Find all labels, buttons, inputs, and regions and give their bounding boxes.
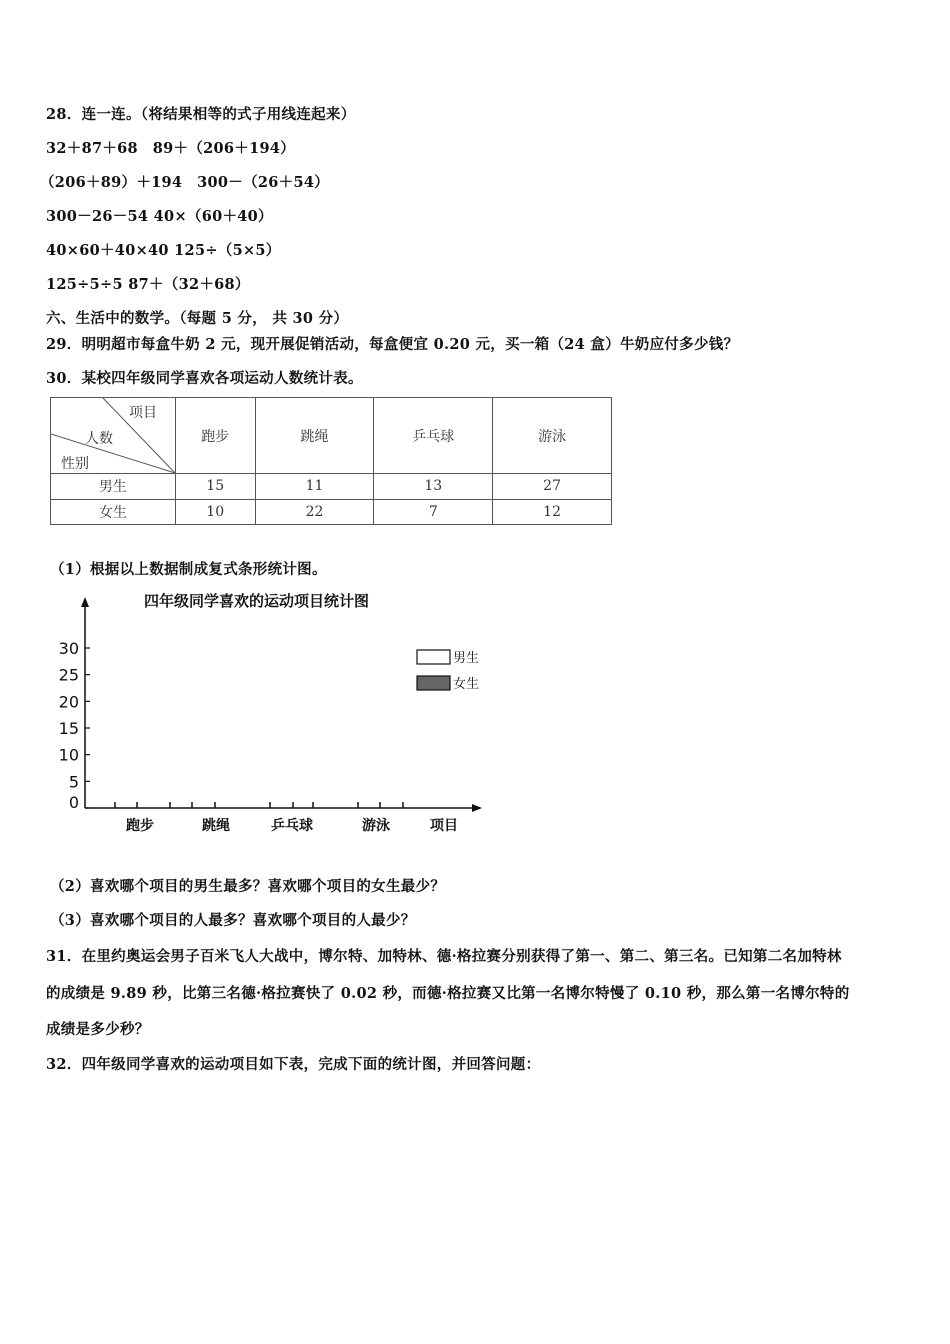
- col-header-pingpong: 乒乓球: [374, 398, 493, 474]
- q28-row-2: （206＋89）＋194 300－（26＋54）: [40, 174, 330, 191]
- x-category-label: 乒乓球: [271, 818, 313, 834]
- y-tick-label: 25: [58, 665, 79, 685]
- q30-sub1: （1）根据以上数据制成复式条形统计图。: [50, 561, 327, 578]
- q29-text: 29．明明超市每盒牛奶 2 元，现开展促销活动，每盒便宜 0.20 元，买一箱（24 盒）牛奶应付多少钱？: [46, 336, 739, 353]
- y-tick-label: 5: [68, 772, 79, 792]
- table-cell: 13: [374, 474, 493, 500]
- q28-row-5: 125÷5÷5 87＋（32＋68）: [46, 276, 250, 293]
- sports-stats-table: [50, 397, 612, 525]
- table-cell: 10: [175, 499, 255, 525]
- corner-label-project: 项目: [129, 405, 157, 421]
- chart-title: 四年级同学喜欢的运动项目统计图: [144, 592, 370, 610]
- y-tick-label: 15: [58, 719, 79, 738]
- q31-line-3: 成绩是多少秒？: [46, 1021, 150, 1038]
- q28-row-3: 300－26－54 40×（60＋40）: [46, 208, 273, 225]
- y-tick-label: 10: [58, 745, 79, 765]
- q31-line-1: 31．在里约奥运会男子百米飞人大战中，博尔特、加特林、德·格拉赛分别获得了第一、第二、第三名。已知第二名加特林: [46, 948, 842, 965]
- y-tick-label: 0: [68, 793, 79, 812]
- col-header-running: 跑步: [175, 398, 255, 474]
- x-category-label: 跳绳: [202, 818, 230, 834]
- y-tick-label: 20: [58, 692, 79, 712]
- x-axis-title: 项目: [430, 818, 458, 834]
- x-category-label: 跑步: [126, 818, 154, 834]
- legend-label-boys: 男生: [453, 651, 480, 666]
- corner-label-gender: 性别: [61, 456, 89, 472]
- table-cell: 22: [255, 499, 374, 525]
- table-cell: 7: [374, 499, 493, 525]
- col-header-swimming: 游泳: [493, 398, 612, 474]
- q30-title: 30．某校四年级同学喜欢各项运动人数统计表。: [46, 370, 363, 387]
- blank-bar-chart: [40, 585, 500, 840]
- legend-label-girls: 女生: [453, 677, 480, 692]
- legend-swatch-girls: [417, 676, 450, 690]
- y-axis-arrow: [81, 597, 89, 607]
- y-tick-label: 30: [58, 639, 79, 658]
- q32-text: 32．四年级同学喜欢的运动项目如下表，完成下面的统计图，并回答问题：: [46, 1056, 541, 1073]
- row-label-boys: 男生: [51, 474, 176, 500]
- section-6-heading: 六、生活中的数学。（每题 5 分， 共 30 分）: [46, 310, 349, 327]
- q28-title: 28．连一连。（将结果相等的式子用线连起来）: [46, 106, 356, 123]
- table-corner-cell: [51, 398, 176, 474]
- row-label-girls: 女生: [51, 499, 176, 525]
- col-header-rope: 跳绳: [255, 398, 374, 474]
- x-category-label: 游泳: [362, 818, 390, 834]
- q31-line-2: 的成绩是 9.89 秒，比第三名德·格拉赛快了 0.02 秒，而德·格拉赛又比第一名博尔特慢了 0.10 秒，那么第一名博尔特的: [46, 985, 850, 1002]
- corner-label-count: 人数: [85, 431, 113, 447]
- table-cell: 15: [175, 474, 255, 500]
- q28-row-1: 32＋87＋68 89＋（206＋194）: [46, 140, 296, 157]
- table-cell: 27: [493, 474, 612, 500]
- q30-sub3: （3）喜欢哪个项目的人最多？喜欢哪个项目的人最少？: [50, 912, 416, 929]
- q28-row-4: 40×60＋40×40 125÷（5×5）: [46, 242, 281, 259]
- x-axis-arrow: [472, 804, 482, 812]
- legend-swatch-boys: [417, 650, 450, 664]
- q30-sub2: （2）喜欢哪个项目的男生最多？喜欢哪个项目的女生最少？: [50, 878, 446, 895]
- table-cell: 11: [255, 474, 374, 500]
- table-cell: 12: [493, 499, 612, 525]
